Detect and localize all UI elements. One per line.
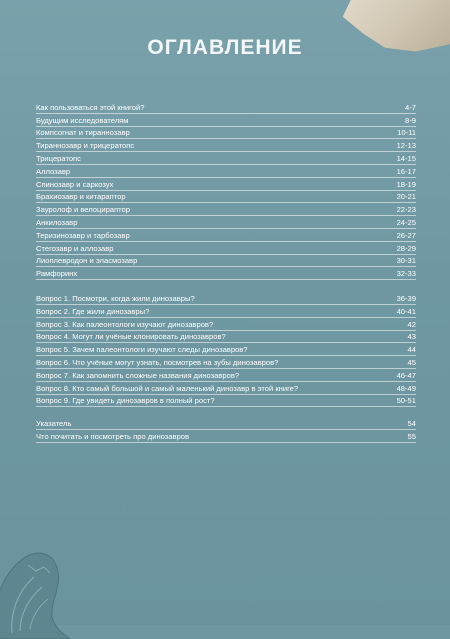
toc-entry-title: Трицератопс <box>36 153 81 163</box>
toc-entry-title: Лиоплевродон и эласмозавр <box>36 256 138 266</box>
toc-entry <box>36 101 416 114</box>
toc-entry <box>36 369 416 382</box>
toc-entry <box>36 165 416 178</box>
toc-entry-pages: 42 <box>407 319 416 329</box>
toc-entry-pages: 14-15 <box>396 153 416 163</box>
toc-entry <box>36 343 416 356</box>
toc-entry <box>36 203 416 216</box>
toc-entry <box>36 127 416 140</box>
toc-entry <box>36 216 416 229</box>
toc-entry-pages: 36-39 <box>396 293 416 303</box>
toc-entry-title: Вопрос 4. Могут ли учёные клонировать динозавров? <box>36 332 226 342</box>
toc-entry-title: Спинозавр и саркозух <box>36 179 114 189</box>
page-title: ОГЛАВЛЕНИЕ <box>147 36 303 59</box>
toc-entry <box>36 292 416 305</box>
toc-entry <box>36 430 416 443</box>
toc-entry-title: Брахиозавр и китараптор <box>36 192 126 202</box>
toc-entry <box>36 114 416 127</box>
toc-entry-pages: 8-9 <box>405 115 416 125</box>
toc-entry <box>36 242 416 255</box>
toc-entry <box>36 139 416 152</box>
toc-entry-title: Рамфоринх <box>36 269 78 279</box>
toc-entry-title: Что почитать и посмотреть про динозавров <box>36 431 190 441</box>
toc-entry-pages: 20-21 <box>396 192 416 202</box>
toc-entry-title: Компсогнат и тираннозавр <box>36 128 130 138</box>
toc-entry-title: Будущим исследователям <box>36 115 129 125</box>
toc-entry-title: Аллозавр <box>36 166 71 176</box>
toc-entry-pages: 12-13 <box>396 141 416 151</box>
toc-entry-pages: 4-7 <box>405 102 416 112</box>
toc-entry <box>36 255 416 268</box>
toc-entry-pages: 48-49 <box>396 383 416 393</box>
toc-entry-title: Вопрос 3. Как палеонтологи изучают динозавров? <box>36 319 214 329</box>
toc-entry-pages: 54 <box>407 419 416 429</box>
toc-entry-title: Вопрос 5. Зачем палеонтологи изучают следы динозавров? <box>36 345 248 355</box>
toc-entry <box>36 191 416 204</box>
toc-entry-pages: 44 <box>407 345 416 355</box>
toc-entry <box>36 356 416 369</box>
toc-entry <box>36 178 416 191</box>
toc-entry-title: Стегозавр и аллозавр <box>36 243 114 253</box>
toc-entry-pages: 28-29 <box>396 243 416 253</box>
toc-entry-title: Теризинозавр и тарбозавр <box>36 230 130 240</box>
toc-entry-pages: 18-19 <box>396 179 416 189</box>
toc-entry-title: Вопрос 6. Что учёные могут узнать, посмотрев на зубы динозавров? <box>36 357 279 367</box>
toc-entry-pages: 22-23 <box>396 205 416 215</box>
toc-entry-pages: 32-33 <box>396 269 416 279</box>
toc-entry <box>36 229 416 242</box>
toc-entry-pages: 30-31 <box>396 256 416 266</box>
toc-entry-pages: 40-41 <box>396 306 416 316</box>
toc-entry-title: Указатель <box>36 419 72 429</box>
toc-entry-pages: 45 <box>407 357 416 367</box>
toc-entry-title: Вопрос 9. Где увидеть динозавров в полный рост? <box>36 396 215 406</box>
toc-entry-pages: 16-17 <box>396 166 416 176</box>
toc-entry-title: Вопрос 7. Как запомнить сложные названия динозавров? <box>36 370 240 380</box>
toc-entry <box>36 152 416 165</box>
toc-entry <box>36 395 416 408</box>
toc-entry-title: Как пользоваться этой книгой? <box>36 102 145 112</box>
toc-entry-pages: 10-11 <box>397 128 416 138</box>
toc-entry-title: Вопрос 2. Где жили динозавры? <box>36 306 150 316</box>
toc-entry <box>36 331 416 344</box>
toc-entry <box>36 305 416 318</box>
toc-entry-title: Вопрос 1. Посмотри, когда жили динозавры? <box>36 293 195 303</box>
toc-entry-pages: 46-47 <box>396 370 416 380</box>
toc-entry-title: Тираннозавр и трицератопс <box>36 141 135 151</box>
toc-entry <box>36 382 416 395</box>
table-of-contents <box>36 101 416 443</box>
toc-entry-pages: 55 <box>407 431 416 441</box>
toc-entry <box>36 267 416 280</box>
toc-entry <box>36 318 416 331</box>
toc-entry-pages: 50-51 <box>396 396 416 406</box>
toc-entry-pages: 24-25 <box>396 217 416 227</box>
toc-entry-pages: 43 <box>407 332 416 342</box>
toc-entry <box>36 417 416 430</box>
toc-entry-title: Заурoлоф и велоцираптор <box>36 205 130 215</box>
toc-entry-title: Вопрос 8. Кто самый большой и самый маленький динозавр в этой книге? <box>36 383 299 393</box>
toc-entry-pages: 26-27 <box>396 230 416 240</box>
fossil-icon <box>0 521 86 639</box>
toc-entry-title: Анкилозавр <box>36 217 78 227</box>
